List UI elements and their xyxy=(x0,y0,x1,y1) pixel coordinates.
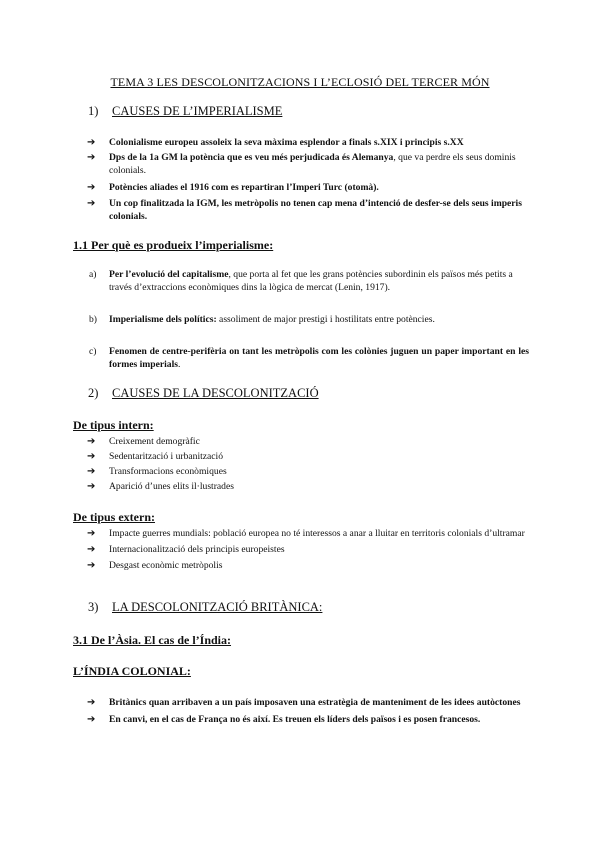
list-item xyxy=(87,197,529,223)
arrow-bullet-icon: ➔ xyxy=(87,481,96,492)
list-item xyxy=(87,559,529,572)
list-item xyxy=(87,151,529,177)
section-2-number: 2) xyxy=(88,386,99,400)
list-item xyxy=(87,543,529,556)
bullet-text: Sedentarització i urbanització xyxy=(109,451,224,462)
list-item xyxy=(87,713,529,726)
list-item xyxy=(87,181,529,194)
list-item xyxy=(87,696,529,709)
intern-bullet-list xyxy=(87,435,529,493)
list-item xyxy=(87,465,529,478)
item-bold-text: Imperialisme dels polítics: xyxy=(109,314,217,325)
section-1-number: 1) xyxy=(88,104,99,118)
item-text: , que porta al fet que les grans potències subordinin els països més petits a través d’extraccions econòmiques dins la lògica de mercat (Lenin, 1917). xyxy=(109,269,513,293)
list-item xyxy=(89,345,529,371)
arrow-bullet-icon: ➔ xyxy=(87,528,96,539)
section-3-heading xyxy=(88,600,322,615)
section-2-title: CAUSES DE LA DESCOLONITZACIÓ xyxy=(112,386,319,400)
item-letter: c) xyxy=(89,346,97,357)
section-1-title: CAUSES DE L’IMPERIALISME xyxy=(112,104,283,118)
arrow-bullet-icon: ➔ xyxy=(87,152,96,163)
arrow-bullet-icon: ➔ xyxy=(87,544,96,555)
item-text: . xyxy=(178,359,181,370)
arrow-bullet-icon: ➔ xyxy=(87,714,96,725)
bullet-text: , que va perdre els seus dominis colonials. xyxy=(109,152,516,176)
intern-heading: De tipus intern: xyxy=(73,418,154,432)
arrow-bullet-icon: ➔ xyxy=(87,697,96,708)
section-1-bullet-list xyxy=(87,136,529,223)
arrow-bullet-icon: ➔ xyxy=(87,137,96,148)
section-1-heading xyxy=(88,104,282,119)
document-title: TEMA 3 LES DESCOLONITZACIONS I L’ECLOSIÓ DEL TERCER MÓN xyxy=(110,75,490,89)
extern-bullet-list xyxy=(87,527,529,572)
section-3-number: 3) xyxy=(88,600,99,614)
arrow-bullet-icon: ➔ xyxy=(87,182,96,193)
list-item xyxy=(87,136,529,149)
item-text: assoliment de major prestigi i hostilitats entre potències. xyxy=(216,314,435,325)
item-letter: a) xyxy=(89,269,97,280)
bullet-bold-text: Colonialisme europeu assoleix la seva màxima esplendor a finals s.XIX i principis s.XX xyxy=(109,137,464,148)
bullet-text: Internacionalització dels principis europeistes xyxy=(109,544,285,555)
item-letter: b) xyxy=(89,314,97,325)
arrow-bullet-icon: ➔ xyxy=(87,436,96,447)
subsection-1-1-heading: 1.1 Per què es produeix l’imperialisme: xyxy=(73,238,274,252)
section-3-title: LA DESCOLONITZACIÓ BRITÀNICA: xyxy=(112,600,323,614)
bullet-text: Creixement demogràfic xyxy=(109,436,200,447)
item-bold-text: Fenomen de centre-perifèria on tant les metròpolis com les colònies juguen un paper important en les formes imperials xyxy=(109,346,529,370)
arrow-bullet-icon: ➔ xyxy=(87,451,96,462)
arrow-bullet-icon: ➔ xyxy=(87,466,96,477)
bullet-text: Britànics quan arribaven a un país imposaven una estratègia de manteniment de les idees autòctones xyxy=(109,697,521,708)
bullet-bold-text: Dps de la 1a GM la potència que es veu més perjudicada és Alemanya xyxy=(109,152,394,163)
arrow-bullet-icon: ➔ xyxy=(87,198,96,209)
list-item xyxy=(87,480,529,493)
bullet-bold-text: Un cop finalitzada la IGM, les metròpolis no tenen cap mena d’intenció de desfer-se dels seus imperis colonials. xyxy=(109,198,522,222)
section-2-heading xyxy=(88,386,319,401)
list-item xyxy=(89,268,529,294)
subsection-1-1-list xyxy=(89,268,529,371)
subsection-3-1-heading: 3.1 De l’Àsia. El cas de l’Índia: xyxy=(73,633,232,647)
list-item xyxy=(87,435,529,448)
india-bullet-list xyxy=(87,696,529,726)
list-item xyxy=(89,313,529,326)
bullet-text: Transformacions econòmiques xyxy=(109,466,227,477)
bullet-text: Impacte guerres mundials: població europea no té interessos a anar a lluitar en territoris colonials d’ultramar xyxy=(109,528,525,539)
item-bold-text: Per l’evolució del capitalisme xyxy=(109,269,229,280)
arrow-bullet-icon: ➔ xyxy=(87,560,96,571)
list-item xyxy=(87,450,529,463)
extern-heading: De tipus extern: xyxy=(73,510,155,524)
list-item xyxy=(87,527,529,540)
bullet-bold-text: Potències aliades el 1916 com es repartiran l’Imperi Turc (otomà). xyxy=(109,182,379,193)
india-colonial-heading: L’ÍNDIA COLONIAL: xyxy=(73,664,191,678)
bullet-text: Aparició d’unes elits il·lustrades xyxy=(109,481,234,492)
bullet-text: En canvi, en el cas de França no és així. Es treuen els líders dels països i es posen francesos. xyxy=(109,714,481,725)
bullet-text: Desgast econòmic metròpolis xyxy=(109,560,223,571)
